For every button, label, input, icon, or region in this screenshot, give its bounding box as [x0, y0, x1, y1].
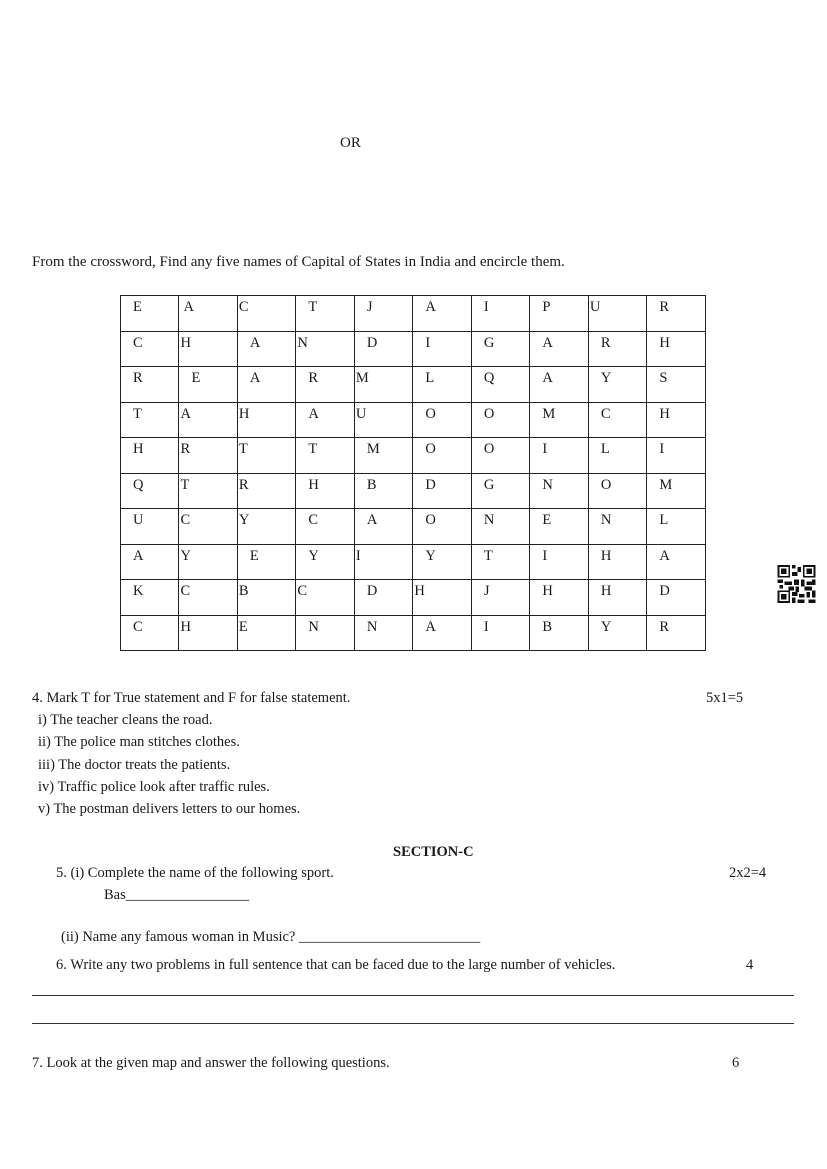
crossword-letter: O	[425, 405, 436, 422]
crossword-cell[interactable]	[647, 473, 706, 509]
crossword-letter: C	[133, 618, 143, 635]
question-5-sport-blank[interactable]: Bas_________________	[104, 887, 249, 903]
crossword-cell[interactable]	[413, 367, 471, 403]
question-4-item: iii) The doctor treats the patients.	[38, 757, 231, 773]
crossword-cell[interactable]	[588, 438, 646, 474]
crossword-letter: N	[542, 476, 553, 493]
crossword-letter: T	[483, 547, 493, 564]
crossword-cell[interactable]	[179, 331, 237, 367]
crossword-letter: A	[183, 299, 194, 315]
crossword-cell[interactable]	[179, 473, 237, 509]
crossword-cell[interactable]	[121, 615, 179, 651]
question-4-item: ii) The police man stitches clothes.	[38, 734, 240, 750]
crossword-cell[interactable]	[647, 331, 706, 367]
crossword-letter: E	[542, 512, 552, 528]
crossword-cell[interactable]	[237, 402, 295, 438]
crossword-cell[interactable]	[530, 580, 589, 616]
crossword-letter: I	[483, 618, 489, 635]
crossword-cell[interactable]	[354, 402, 413, 438]
crossword-cell[interactable]	[471, 367, 529, 403]
crossword-cell[interactable]	[588, 331, 646, 367]
crossword-cell[interactable]	[296, 438, 354, 474]
crossword-letter: C	[133, 334, 143, 351]
crossword-row	[121, 509, 706, 545]
crossword-letter: K	[133, 583, 144, 599]
crossword-cell[interactable]	[530, 438, 589, 474]
crossword-letter: H	[414, 583, 425, 599]
crossword-letter: R	[659, 618, 669, 635]
crossword-cell[interactable]	[296, 544, 354, 580]
crossword-cell[interactable]	[237, 473, 295, 509]
crossword-letter: Y	[180, 547, 191, 564]
crossword-letter: H	[659, 405, 670, 422]
crossword-cell[interactable]	[530, 331, 589, 367]
question-6-marks: 4	[746, 957, 754, 973]
crossword-letter: D	[366, 583, 378, 599]
crossword-letter: R	[180, 441, 191, 457]
crossword-row	[121, 402, 706, 438]
crossword-cell[interactable]	[354, 367, 413, 403]
crossword-letter: N	[308, 618, 319, 635]
crossword-row	[121, 544, 706, 580]
crossword-letter: A	[308, 405, 319, 422]
crossword-cell[interactable]	[121, 331, 179, 367]
crossword-letter: H	[238, 405, 250, 422]
crossword-cell[interactable]	[179, 580, 237, 616]
crossword-grid	[120, 295, 706, 651]
crossword-cell[interactable]	[179, 544, 237, 580]
crossword-letter: T	[180, 476, 190, 493]
crossword-letter: T	[133, 405, 142, 422]
crossword-cell[interactable]	[237, 544, 295, 580]
crossword-cell[interactable]	[530, 367, 589, 403]
crossword-cell[interactable]	[354, 509, 413, 545]
crossword-letter: A	[659, 547, 670, 564]
question-6-title: 6. Write any two problems in full sentence that can be faced due to the large number of vehicles.	[56, 957, 616, 973]
crossword-letter: A	[180, 405, 191, 422]
crossword-letter: A	[425, 618, 436, 635]
crossword-letter: H	[659, 334, 670, 351]
crossword-letter: R	[133, 370, 143, 386]
question-5-title: 5. (i) Complete the name of the following sport.	[56, 865, 334, 881]
crossword-cell[interactable]	[413, 509, 471, 545]
crossword-letter: H	[600, 547, 612, 564]
crossword-cell[interactable]	[647, 615, 706, 651]
crossword-cell[interactable]	[413, 615, 471, 651]
crossword-letter: R	[308, 370, 319, 386]
crossword-cell[interactable]	[588, 296, 646, 332]
crossword-cell[interactable]	[121, 473, 179, 509]
crossword-cell[interactable]	[179, 296, 237, 332]
crossword-letter: J	[483, 583, 490, 599]
crossword-cell[interactable]	[588, 544, 646, 580]
crossword-letter: Q	[133, 476, 144, 493]
crossword-letter: Q	[483, 370, 495, 386]
crossword-letter: U	[133, 512, 144, 528]
crossword-letter: N	[483, 512, 495, 528]
crossword-cell[interactable]	[237, 331, 295, 367]
crossword-letter: H	[180, 334, 191, 351]
crossword-cell[interactable]	[237, 509, 295, 545]
crossword-cell[interactable]	[413, 473, 471, 509]
question-7-title: 7. Look at the given map and answer the following questions.	[32, 1055, 390, 1071]
crossword-letter: E	[133, 299, 142, 315]
crossword-cell[interactable]	[354, 331, 413, 367]
crossword-cell[interactable]	[354, 615, 413, 651]
crossword-letter: A	[542, 334, 553, 351]
crossword-cell[interactable]	[471, 331, 529, 367]
crossword-cell[interactable]	[530, 509, 589, 545]
crossword-cell[interactable]	[471, 509, 529, 545]
crossword-letter: H	[600, 583, 612, 599]
crossword-letter: P	[542, 299, 551, 315]
question-7-marks: 6	[732, 1055, 740, 1071]
crossword-cell[interactable]	[471, 296, 529, 332]
crossword-letter: M	[659, 476, 673, 493]
crossword-letter: C	[180, 583, 191, 599]
crossword-cell[interactable]	[354, 438, 413, 474]
crossword-cell[interactable]	[296, 296, 354, 332]
crossword-letter: B	[542, 618, 552, 635]
crossword-cell[interactable]	[647, 402, 706, 438]
crossword-letter: C	[297, 583, 308, 599]
crossword-letter: J	[366, 299, 373, 315]
crossword-cell[interactable]	[121, 580, 179, 616]
crossword-letter: A	[366, 512, 378, 528]
crossword-cell[interactable]	[647, 438, 706, 474]
crossword-cell[interactable]	[647, 509, 706, 545]
crossword-cell[interactable]	[121, 296, 179, 332]
crossword-cell[interactable]	[647, 544, 706, 580]
crossword-cell[interactable]	[588, 402, 646, 438]
crossword-letter: Y	[425, 547, 436, 564]
answer-line[interactable]	[32, 1023, 794, 1024]
crossword-letter: L	[600, 441, 610, 457]
crossword-letter: D	[659, 583, 670, 599]
qr-code-icon	[776, 565, 817, 603]
crossword-letter: M	[542, 405, 556, 422]
crossword-row	[121, 438, 706, 474]
crossword-letter: R	[659, 299, 669, 315]
crossword-row	[121, 331, 706, 367]
crossword-cell[interactable]	[413, 296, 471, 332]
crossword-cell[interactable]	[354, 296, 413, 332]
crossword-letter: U	[355, 405, 367, 422]
crossword-instruction: From the crossword, Find any five names of Capital of States in India and encircle them.	[32, 254, 565, 270]
crossword-letter: Y	[238, 512, 250, 528]
section-c-heading: SECTION-C	[393, 844, 474, 860]
crossword-cell[interactable]	[121, 509, 179, 545]
crossword-letter: C	[180, 512, 191, 528]
crossword-letter: B	[238, 583, 249, 599]
crossword-letter: S	[659, 370, 668, 386]
crossword-letter: D	[425, 476, 436, 493]
question-4-title: 4. Mark T for True statement and F for false statement.	[32, 690, 351, 706]
crossword-cell[interactable]	[413, 580, 471, 616]
crossword-letter: N	[366, 618, 378, 635]
crossword-row	[121, 367, 706, 403]
crossword-cell[interactable]	[471, 402, 529, 438]
crossword-letter: T	[308, 299, 318, 315]
crossword-cell[interactable]	[179, 509, 237, 545]
question-5-marks: 2x2=4	[729, 865, 767, 881]
crossword-cell[interactable]	[413, 438, 471, 474]
crossword-letter: A	[425, 299, 436, 315]
crossword-cell[interactable]	[179, 367, 237, 403]
crossword-letter: Y	[308, 547, 319, 564]
crossword-letter: M	[355, 370, 369, 386]
crossword-cell[interactable]	[530, 402, 589, 438]
crossword-letter: O	[483, 441, 495, 457]
crossword-letter: I	[483, 299, 489, 315]
crossword-cell[interactable]	[296, 615, 354, 651]
crossword-letter: Y	[600, 618, 612, 635]
crossword-cell[interactable]	[354, 544, 413, 580]
crossword-cell[interactable]	[121, 367, 179, 403]
question-4-item: i) The teacher cleans the road.	[38, 712, 213, 728]
crossword-letter: C	[308, 512, 319, 528]
crossword-cell[interactable]	[121, 544, 179, 580]
crossword-row	[121, 615, 706, 651]
crossword-cell[interactable]	[588, 509, 646, 545]
crossword-letter: A	[133, 547, 144, 564]
crossword-cell[interactable]	[471, 473, 529, 509]
crossword-cell[interactable]	[530, 473, 589, 509]
crossword-letter: C	[600, 405, 611, 422]
crossword-cell[interactable]	[413, 402, 471, 438]
crossword-letter: H	[133, 441, 144, 457]
crossword-cell[interactable]	[471, 615, 529, 651]
crossword-cell[interactable]	[237, 438, 295, 474]
crossword-letter: U	[589, 299, 601, 315]
crossword-letter: M	[366, 441, 380, 457]
crossword-letter: A	[542, 370, 553, 386]
crossword-letter: D	[366, 334, 378, 351]
crossword-letter: O	[425, 441, 436, 457]
crossword-letter: G	[483, 476, 495, 493]
crossword-letter: E	[238, 618, 248, 635]
crossword-cell[interactable]	[647, 296, 706, 332]
crossword-cell[interactable]	[588, 580, 646, 616]
crossword-letter: H	[308, 476, 319, 493]
crossword-letter: A	[249, 370, 261, 386]
crossword-letter: B	[366, 476, 377, 493]
crossword-letter: A	[249, 334, 261, 351]
crossword-letter: L	[659, 512, 669, 528]
crossword-letter: T	[238, 441, 248, 457]
crossword-cell[interactable]	[296, 402, 354, 438]
crossword-cell[interactable]	[354, 473, 413, 509]
crossword-cell[interactable]	[530, 544, 589, 580]
crossword-cell[interactable]	[179, 438, 237, 474]
question-5-part-ii[interactable]: (ii) Name any famous woman in Music? _________________________	[61, 929, 481, 945]
crossword-letter: N	[297, 334, 308, 351]
crossword-letter: I	[542, 547, 548, 564]
crossword-letter: G	[483, 334, 495, 351]
crossword-letter: O	[600, 476, 612, 493]
crossword-cell[interactable]	[530, 615, 589, 651]
crossword-cell[interactable]	[471, 580, 529, 616]
crossword-letter: O	[425, 512, 436, 528]
crossword-cell[interactable]	[588, 367, 646, 403]
crossword-letter: Y	[600, 370, 612, 386]
crossword-cell[interactable]	[471, 544, 529, 580]
crossword-cell[interactable]	[530, 296, 589, 332]
crossword-cell[interactable]	[354, 580, 413, 616]
crossword-cell[interactable]	[588, 473, 646, 509]
crossword-letter: H	[542, 583, 553, 599]
crossword-cell[interactable]	[588, 615, 646, 651]
crossword-row	[121, 580, 706, 616]
crossword-cell[interactable]	[237, 296, 295, 332]
crossword-letter: I	[659, 441, 665, 457]
crossword-letter: O	[483, 405, 495, 422]
crossword-cell[interactable]	[237, 367, 295, 403]
crossword-letter: R	[238, 476, 249, 493]
question-4-marks: 5x1=5	[706, 690, 744, 706]
crossword-cell[interactable]	[121, 402, 179, 438]
crossword-row	[121, 296, 706, 332]
crossword-row	[121, 473, 706, 509]
crossword-letter: C	[238, 299, 249, 315]
question-4-item: iv) Traffic police look after traffic rules.	[38, 779, 270, 795]
crossword-cell[interactable]	[413, 544, 471, 580]
crossword-letter: T	[308, 441, 318, 457]
crossword-cell[interactable]	[179, 402, 237, 438]
crossword-cell[interactable]	[296, 367, 354, 403]
crossword-letter: L	[425, 370, 435, 386]
crossword-cell[interactable]	[296, 580, 354, 616]
crossword-letter: E	[249, 547, 259, 564]
crossword-letter: N	[600, 512, 612, 528]
crossword-cell[interactable]	[121, 438, 179, 474]
crossword-cell[interactable]	[237, 615, 295, 651]
crossword-letter: H	[180, 618, 191, 635]
crossword-letter: I	[542, 441, 548, 457]
crossword-letter: E	[191, 370, 201, 386]
crossword-cell[interactable]	[296, 473, 354, 509]
crossword-cell[interactable]	[471, 438, 529, 474]
crossword-letter: I	[355, 547, 361, 564]
crossword-letter: R	[600, 334, 611, 351]
or-separator: OR	[340, 135, 361, 151]
answer-line[interactable]	[32, 995, 794, 996]
crossword-letter: I	[425, 334, 431, 351]
crossword-cell[interactable]	[647, 580, 706, 616]
question-4-item: v) The postman delivers letters to our homes.	[38, 801, 301, 817]
crossword-cell[interactable]	[179, 615, 237, 651]
crossword-cell[interactable]	[296, 331, 354, 367]
crossword-cell[interactable]	[413, 331, 471, 367]
crossword-cell[interactable]	[647, 367, 706, 403]
crossword-cell[interactable]	[237, 580, 295, 616]
crossword-cell[interactable]	[296, 509, 354, 545]
